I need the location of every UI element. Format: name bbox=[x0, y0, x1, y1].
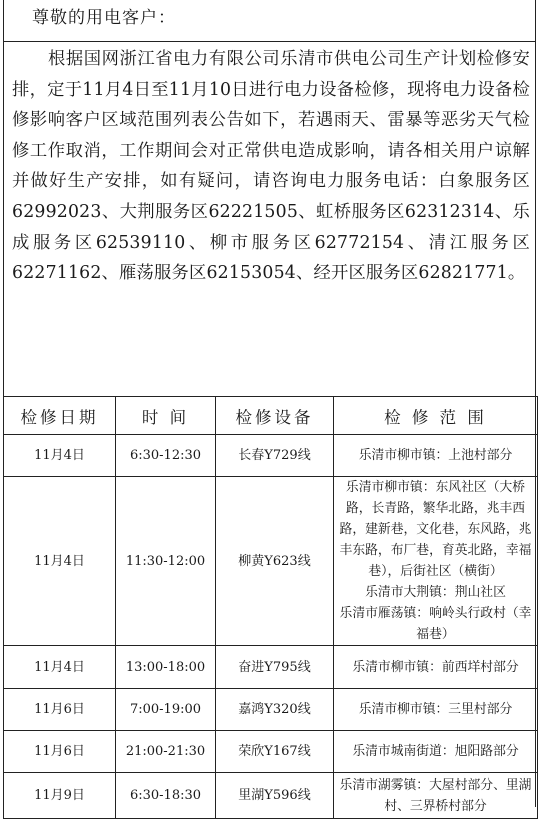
cell-date: 11月9日 bbox=[4, 773, 116, 819]
header-scope: 检 修 范 围 bbox=[334, 397, 538, 435]
scope-line: 乐清市柳市镇：前西垟村部分 bbox=[352, 659, 519, 675]
table-row bbox=[4, 689, 538, 731]
scope-line: 乐清市柳市镇：三里村部分 bbox=[358, 702, 513, 717]
divider bbox=[4, 41, 535, 42]
cell-date: 11月4日 bbox=[4, 477, 116, 646]
cell-time: 6:30-18:30 bbox=[116, 773, 216, 819]
cell-time: 21:00-21:30 bbox=[116, 731, 216, 773]
cell-equipment: 荣欣Y167线 bbox=[216, 731, 334, 773]
table-row bbox=[4, 646, 538, 689]
notice-paragraph: 根据国网浙江省电力有限公司乐清市供电公司生产计划检修安排，定于11月4日至11月10日进行电力设备检修，现将电力设备检修影响客户区域范围列表公告如下，若遇雨天、雷暴等恶劣天气检修工作取消，工作期间会对正常供电造成影响，请各相关用户谅解并做好生产安排，如有疑问，请咨询电力服务电话：白象服务区62992023、大荆服务区62221505、虹桥服务区62312314、乐成服务区62539110、柳市服务区62772154、清江服务区62271162、雁荡服务区62153054、经开区服务区62821771。 bbox=[12, 49, 530, 284]
cell-scope bbox=[334, 435, 538, 477]
cell-scope bbox=[334, 773, 538, 819]
cell-date: 11月6日 bbox=[4, 731, 116, 773]
table-row bbox=[4, 477, 538, 646]
table-row bbox=[4, 435, 538, 477]
cell-equipment: 里湖Y596线 bbox=[216, 773, 334, 819]
cell-scope bbox=[334, 477, 538, 646]
cell-equipment: 奋进Y795线 bbox=[216, 646, 334, 689]
scope-line: 乐清市大荆镇：荆山社区 bbox=[365, 585, 506, 600]
header-date: 检修日期 bbox=[4, 397, 116, 435]
header-time: 时 间 bbox=[116, 397, 216, 435]
cell-date: 11月6日 bbox=[4, 689, 116, 731]
scope-line: 乐清市柳市镇：上池村部分 bbox=[358, 448, 513, 463]
table-header-row bbox=[4, 397, 538, 435]
cell-time: 7:00-19:00 bbox=[116, 689, 216, 731]
cell-date: 11月4日 bbox=[4, 435, 116, 477]
cell-scope bbox=[334, 689, 538, 731]
cell-time: 13:00-18:00 bbox=[116, 646, 216, 689]
scope-line: 乐清市雁荡镇：响岭头行政村（幸福巷） bbox=[339, 606, 532, 642]
cell-equipment: 柳黄Y623线 bbox=[216, 477, 334, 646]
cell-equipment: 嘉鸿Y320线 bbox=[216, 689, 334, 731]
maintenance-schedule-table bbox=[3, 396, 538, 819]
scope-line: 乐清市柳市镇：东风社区（大桥路，长青路，繁华北路，兆丰西路，建新巷，文化巷，东风路，兆丰东路，布厂巷，育英北路，幸福巷），后街社区（横街） bbox=[339, 480, 532, 579]
cell-equipment: 长春Y729线 bbox=[216, 435, 334, 477]
cell-time: 11:30-12:00 bbox=[116, 477, 216, 646]
scope-line: 乐清市城南街道：旭阳路部分 bbox=[352, 744, 519, 759]
cell-time: 6:30-12:30 bbox=[116, 435, 216, 477]
cell-scope bbox=[334, 646, 538, 689]
greeting: 尊敬的用电客户： bbox=[32, 8, 176, 28]
table-row bbox=[4, 731, 538, 773]
scope-line: 乐清市湖雾镇：大屋村部分、里湖村、三界桥村部分 bbox=[339, 777, 532, 814]
cell-scope bbox=[334, 731, 538, 773]
cell-date: 11月4日 bbox=[4, 646, 116, 689]
header-equipment: 检修设备 bbox=[216, 397, 334, 435]
table-row bbox=[4, 773, 538, 819]
notice-page bbox=[3, 0, 536, 814]
